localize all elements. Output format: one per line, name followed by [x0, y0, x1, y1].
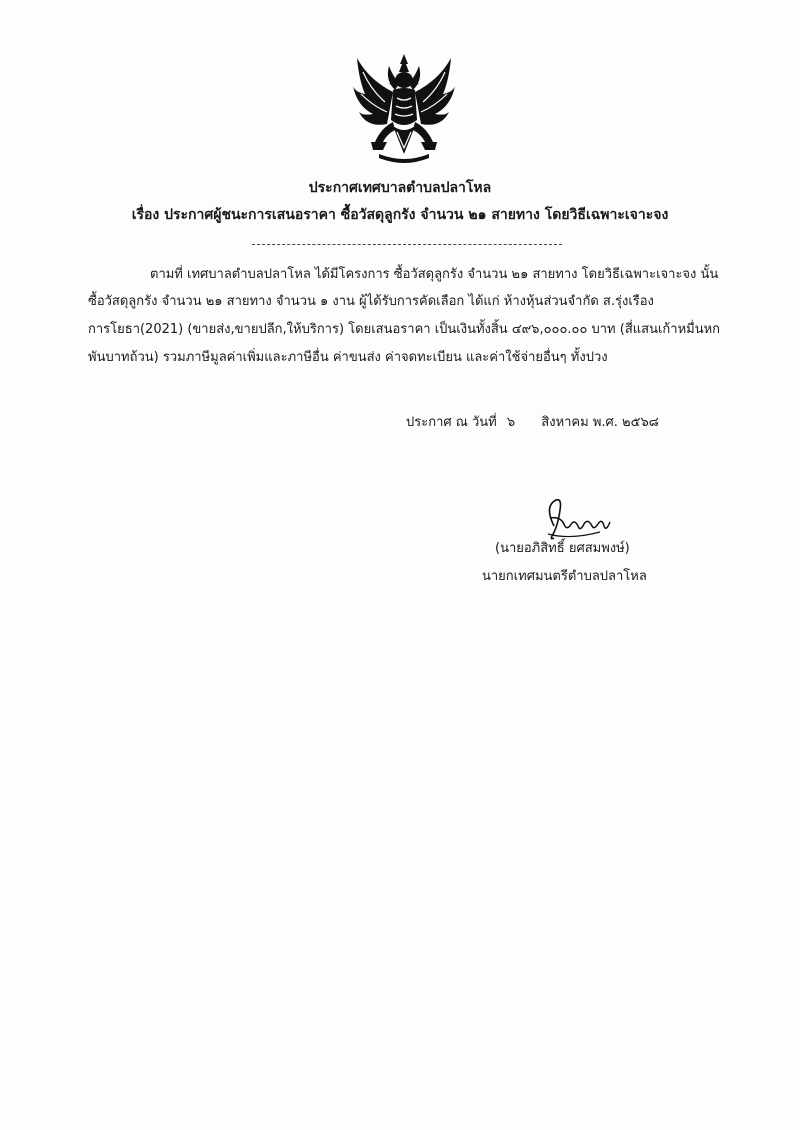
date-day: ๖: [506, 415, 516, 430]
announcement-date: [406, 414, 659, 432]
body-line: การโยธา(2021) (ขายส่ง,ขายปลีก,ให้บริการ) โดยเสนอราคา เป็นเงินทั้งสิ้น ๔๙๖,๐๐๐.๐๐ บาท (สี่แสนเก้าหมื่นหก: [88, 322, 721, 337]
body-line: ตามที่ เทศบาลตำบลปลาโหล ได้มีโครงการ ซื้อวัสดุลูกรัง จำนวน ๒๑ สายทาง โดยวิธีเฉพาะเจาะจง นั้น: [150, 267, 719, 282]
announcement-subject: เรื่อง ประกาศผู้ชนะการเสนอราคา ซื้อวัสดุลูกรัง จำนวน ๒๑ สายทาง โดยวิธีเฉพาะเจาะจง: [131, 207, 669, 223]
dashed-divider: [252, 244, 562, 245]
handwritten-signature-icon: [540, 496, 620, 542]
garuda-emblem-icon: [349, 50, 459, 170]
date-prefix: ประกาศ ณ วันที่: [406, 415, 497, 430]
body-line: พันบาทถ้วน) รวมภาษีมูลค่าเพิ่มและภาษีอื่น ค่าขนส่ง ค่าจดทะเบียน และค่าใช้จ่ายอื่นๆ ทั้งปวง: [88, 350, 608, 365]
signer-name: (นายอภิสิทธิ์ ยศสมพงษ์): [495, 541, 630, 556]
signer-position: นายกเทศมนตรีตำบลปลาโหล: [482, 569, 647, 584]
body-line: ซื้อวัสดุลูกรัง จำนวน ๒๑ สายทาง จำนวน ๑ งาน ผู้ได้รับการคัดเลือก ได้แก่ ห้างหุ้นส่วนจำกัด ส.รุ่งเรือง: [88, 294, 654, 309]
announcement-title: ประกาศเทศบาลตำบลปลาโหล: [308, 180, 492, 196]
date-month-year: สิงหาคม พ.ศ. ๒๕๖๘: [541, 415, 659, 430]
